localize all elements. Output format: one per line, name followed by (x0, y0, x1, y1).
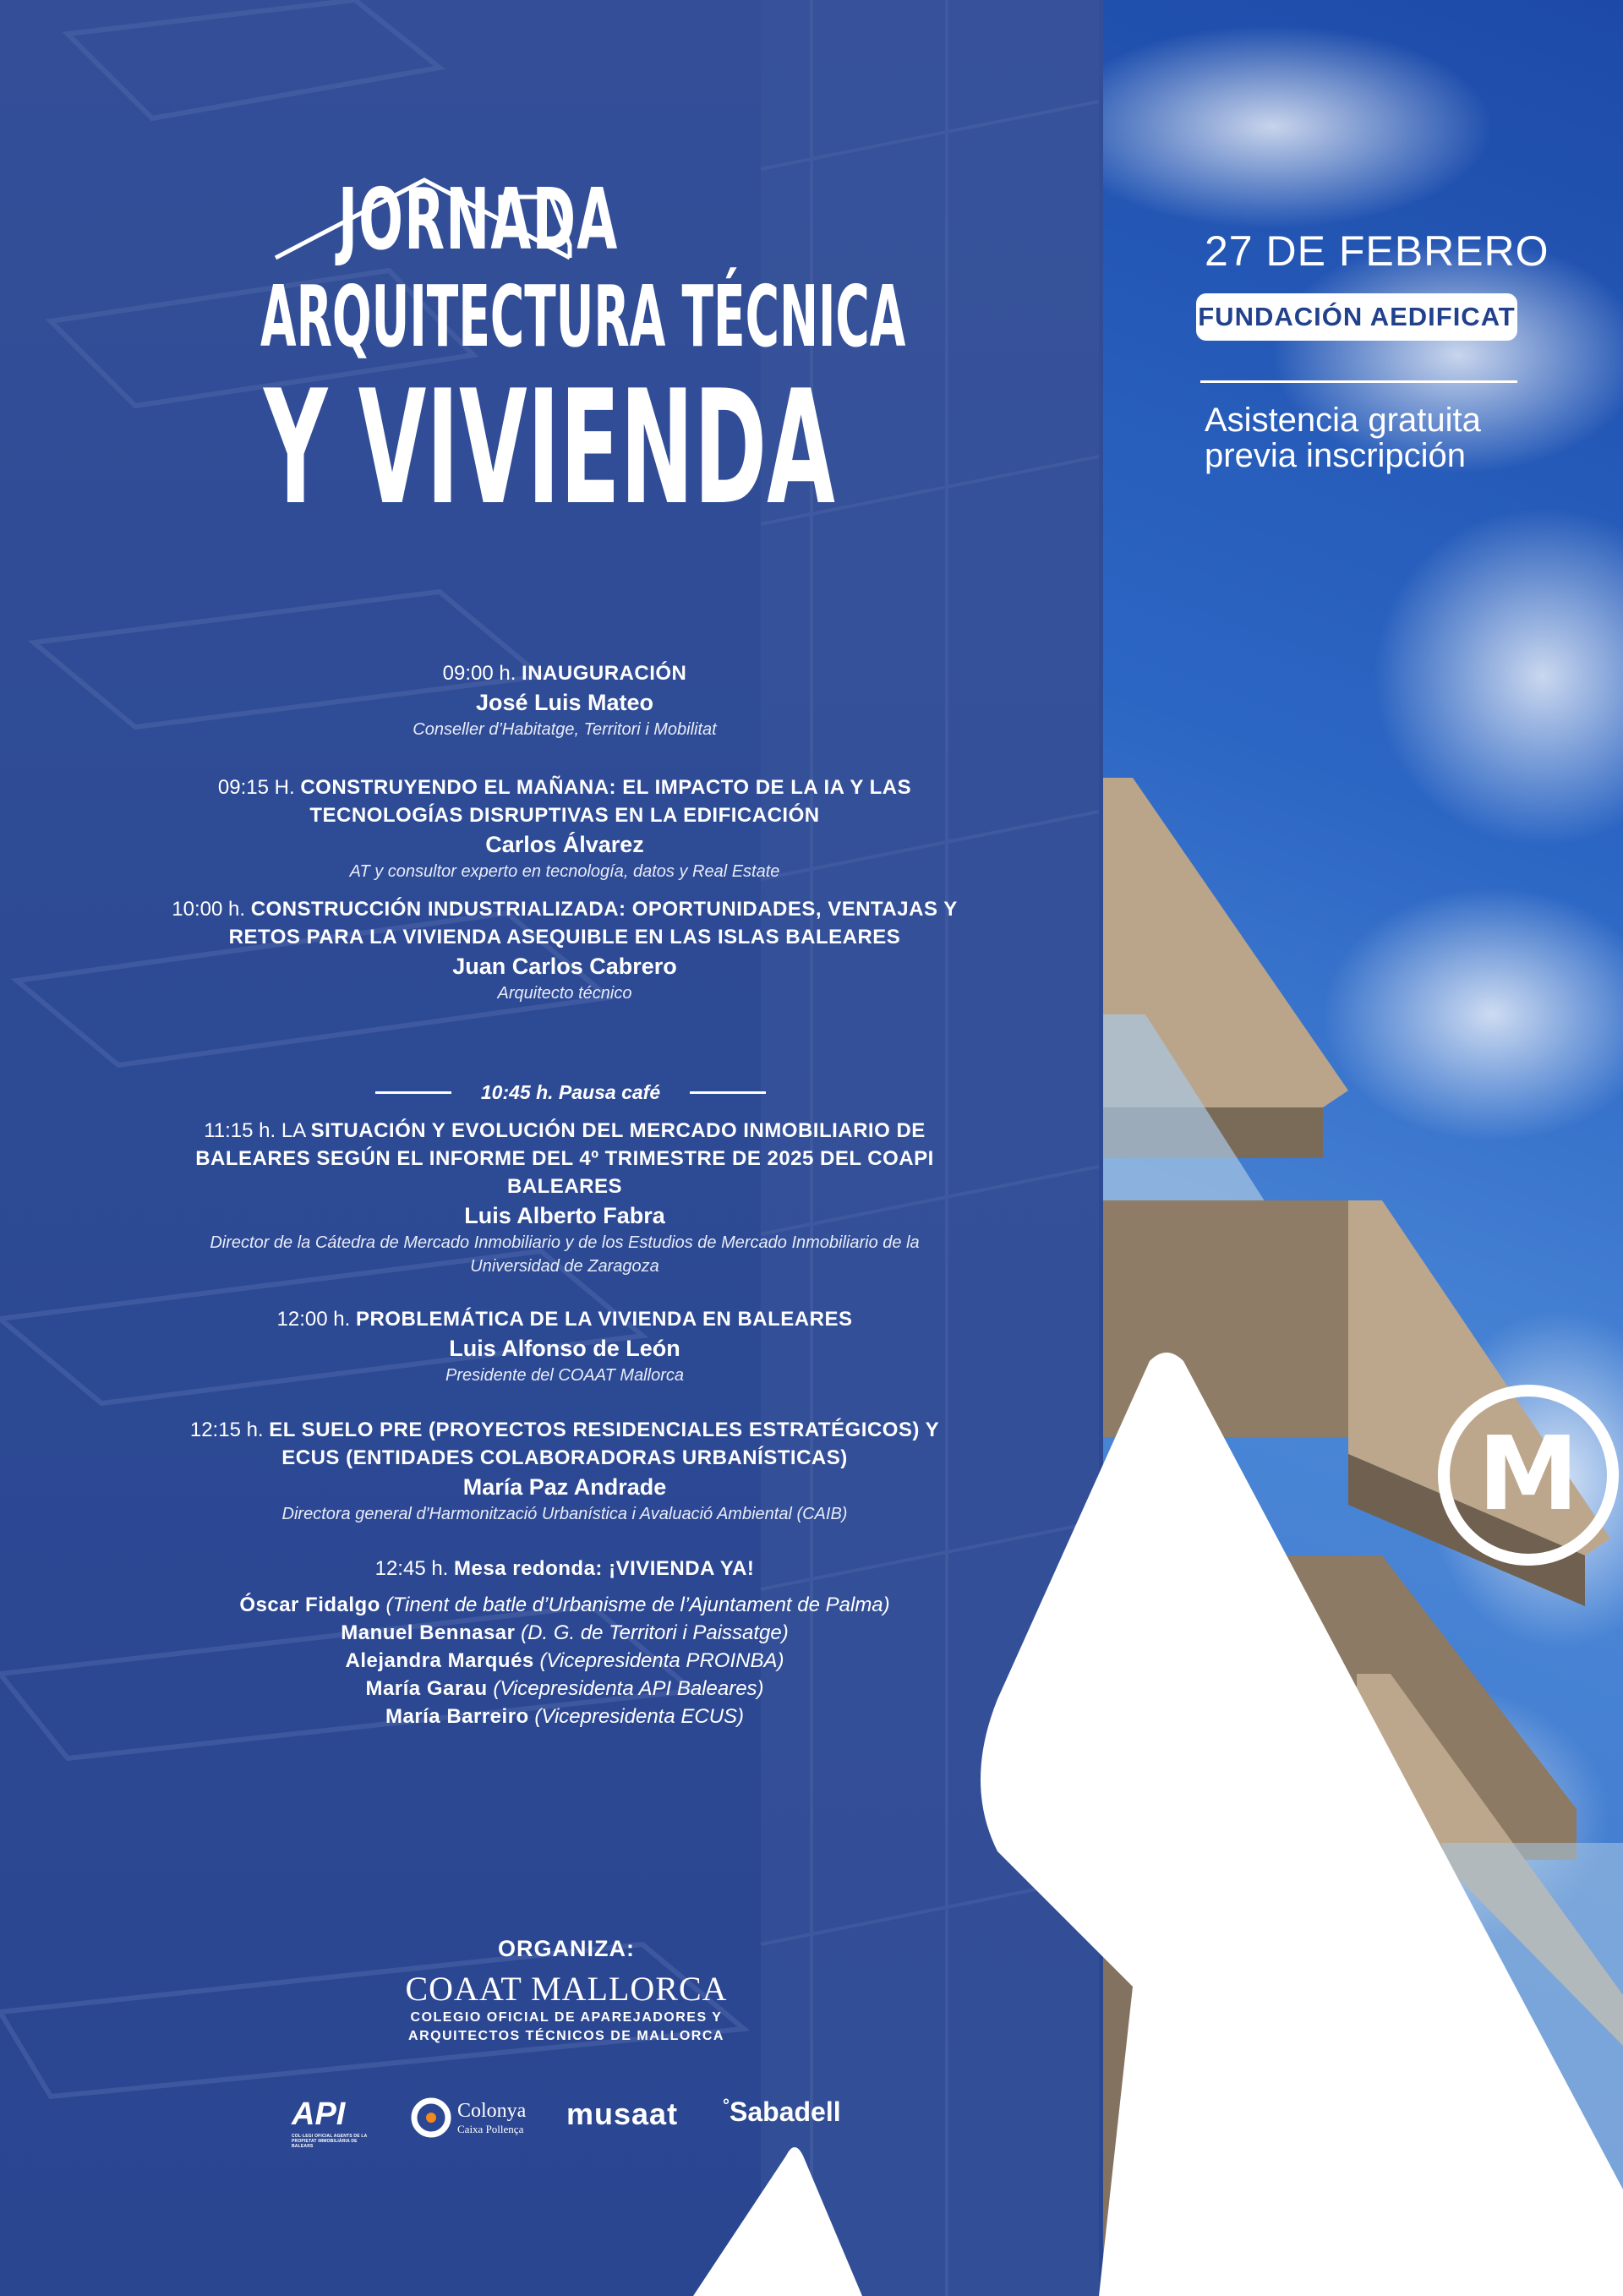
program-item (144, 774, 986, 883)
speaker-name: Luis Alberto Fabra (464, 1203, 665, 1228)
item-title: PROBLEMÁTICA DE LA VIVIENDA EN BALEARES (355, 1308, 853, 1331)
attendance-line-1: Asistencia gratuita (1205, 402, 1481, 439)
colonya-logo-text: Colonya (457, 2099, 527, 2122)
speaker-role: Arquitecto técnico (497, 984, 632, 1003)
participant (144, 1619, 986, 1647)
participant-name: Alejandra Marqués (345, 1649, 534, 1672)
item-title: CONSTRUCCIÓN INDUSTRIALIZADA: OPORTUNIDADES, VENTAJAS Y RETOS PARA LA VIVIENDA ASEQUIBLE EN LAS ISLAS BALEARES (228, 898, 958, 948)
speaker-name: Luis Alfonso de León (449, 1336, 680, 1361)
api-logo-text: API (292, 2096, 346, 2132)
musaat-logo: musaat (566, 2096, 679, 2131)
sponsor-logos (287, 2088, 879, 2156)
speaker-role: Presidente del COAAT Mallorca (445, 1366, 684, 1385)
title-line-1: JORNADA (338, 170, 619, 269)
sabadell-logo: °Sabadell (723, 2096, 841, 2127)
attendance-line-2: previa inscripción (1205, 437, 1467, 474)
participant-name: María Barreiro (385, 1705, 529, 1728)
item-time: 12:45 h. (374, 1557, 449, 1580)
colonya-logo-subtitle: Caixa Pollença (457, 2122, 524, 2135)
program-item-heading (144, 1117, 986, 1200)
participant (144, 1675, 986, 1703)
api-logo (292, 2096, 368, 2149)
participant-role: (Vicepresidenta API Baleares) (493, 1677, 764, 1700)
api-logo-subtitle: COL·LEGI OFICIAL AGENTS DE LA PROPIETAT IMMOBILIÀRIA DE BALEARS (292, 2134, 368, 2149)
participant-role: (Vicepresidenta PROINBA) (539, 1649, 784, 1672)
participant-role: (D. G. de Territori i Paissatge) (521, 1621, 789, 1644)
item-title: Mesa redonda: ¡VIVIENDA YA! (454, 1557, 755, 1580)
program-item (144, 659, 986, 741)
item-time: 09:15 H. (217, 776, 295, 799)
speaker-name: José Luis Mateo (475, 690, 654, 715)
m-circle-logo (1429, 1378, 1623, 1572)
participant (144, 1703, 986, 1730)
item-title: CONSTRUYENDO EL MAÑANA: EL IMPACTO DE LA IA Y LAS TECNOLOGÍAS DISRUPTIVAS EN LA EDIFICACIÓN (300, 776, 912, 827)
program-schedule (144, 659, 986, 1730)
program-item (144, 1305, 986, 1387)
participant-name: María Garau (365, 1677, 488, 1700)
item-title: SITUACIÓN Y EVOLUCIÓN DEL MERCADO INMOBILIARIO DE BALEARES SEGÚN EL INFORME DEL 4º TRIMESTRE DE 2025 DEL COAPI BALEARES (195, 1119, 934, 1198)
participant (144, 1647, 986, 1675)
speaker-role: Directora general d'Harmonització Urbanística i Avaluació Ambiental (CAIB) (281, 1505, 848, 1523)
speaker-name: María Paz Andrade (462, 1474, 667, 1500)
event-date: 27 DE FEBRERO (1205, 227, 1549, 275)
program-item-heading (144, 895, 986, 951)
coaat-subtitle-1: COLEGIO OFICIAL DE APAREJADORES Y (410, 2010, 723, 2025)
round-table (144, 1555, 986, 1730)
svg-text:M: M (1478, 1416, 1579, 1533)
participant-role: (Vicepresidenta ECUS) (534, 1705, 745, 1728)
speaker-name: Carlos Álvarez (485, 832, 644, 857)
program-item (144, 1416, 986, 1526)
participant-role: (Tinent de batle d’Urbanisme de l’Ajuntament de Palma) (385, 1594, 890, 1616)
divider (1200, 380, 1517, 383)
item-title: INAUGURACIÓN (522, 662, 687, 685)
colonya-circle-icon (410, 2096, 452, 2139)
participant-name: Óscar Fidalgo (239, 1594, 380, 1616)
title-line-3: Y VIVIENDA (264, 356, 835, 539)
participant (144, 1591, 986, 1619)
speaker-role: Conseller d’Habitatge, Territori i Mobilitat (413, 720, 717, 739)
coffee-break (372, 1075, 769, 1109)
program-item-heading (144, 1305, 986, 1333)
coaat-logo (397, 1970, 735, 2046)
round-table-heading (144, 1555, 986, 1583)
program-item-heading (144, 1416, 986, 1472)
item-time: 12:15 h. (189, 1419, 264, 1441)
speaker-name: Juan Carlos Cabrero (452, 954, 677, 979)
speaker-role: AT y consultor experto en tecnología, datos y Real Estate (349, 862, 780, 881)
participant-name: Manuel Bennasar (341, 1621, 516, 1644)
organizer-pill: FUNDACIÓN AEDIFICAT (1196, 293, 1517, 341)
item-title: EL SUELO PRE (PROYECTOS RESIDENCIALES ESTRATÉGICOS) Y ECUS (ENTIDADES COLABORADORAS URBANÍSTICAS) (269, 1419, 940, 1469)
program-item (144, 895, 986, 1005)
item-title-prefix: LA (281, 1119, 305, 1142)
coffee-break-label: 10:45 h. Pausa café (480, 1081, 661, 1103)
organiza-label: ORGANIZA: (498, 1936, 635, 1961)
item-time: 11:15 h. (204, 1119, 276, 1142)
colonya-logo (410, 2096, 526, 2139)
program-item-heading (144, 659, 986, 687)
coaat-subtitle-2: ARQUITECTOS TÉCNICOS DE MALLORCA (408, 2029, 724, 2043)
program-item-heading (144, 774, 986, 829)
program-item (144, 1117, 986, 1278)
item-time: 10:00 h. (172, 898, 246, 921)
title-line-2: ARQUITECTURA TÉCNICA (260, 267, 906, 366)
speaker-role: Director de la Cátedra de Mercado Inmobiliario y de los Estudios de Mercado Inmobiliario de la Universidad de Zaragoza (210, 1233, 920, 1276)
item-time: 09:00 h. (442, 662, 516, 685)
item-time: 12:00 h. (276, 1308, 351, 1331)
coaat-name: COAAT MALLORCA (405, 1970, 728, 2008)
attendance-note (1205, 402, 1526, 473)
sabadell-logo-text: Sabadell (730, 2096, 841, 2127)
